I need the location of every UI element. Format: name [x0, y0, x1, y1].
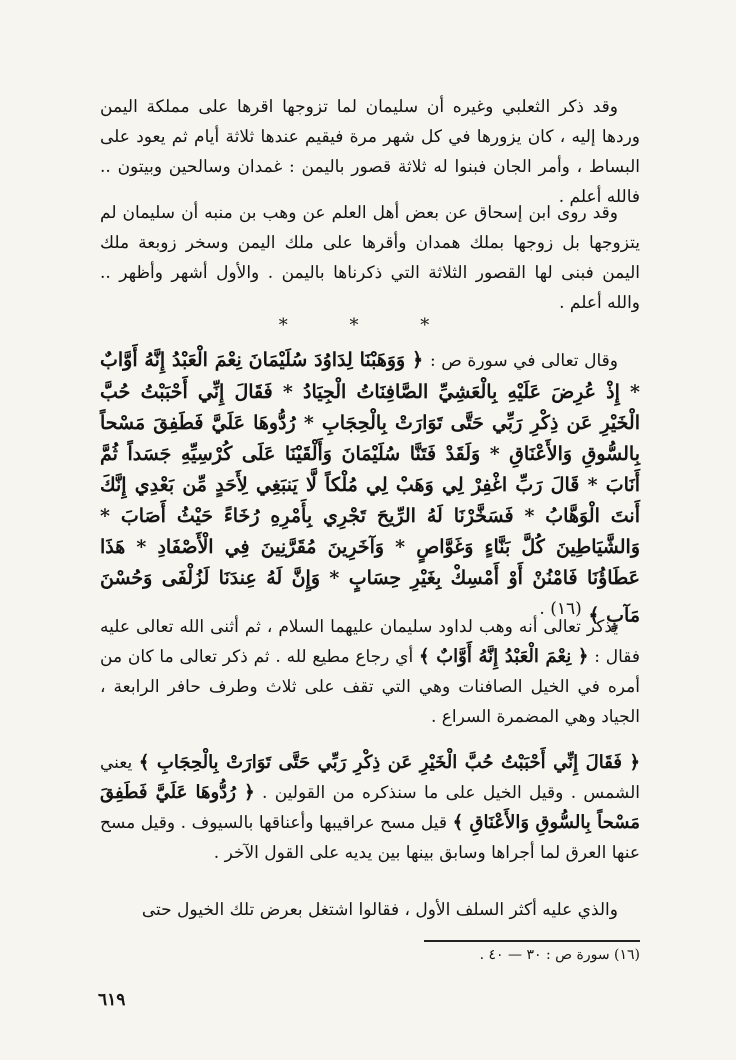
quran-verses: ﴿ وَوَهَبْنَا لِدَاوُدَ سُلَيْمَانَ نِعْمَ الْعَبْدُ إِنَّهُ أَوَّابٌ * إِذْ عُرِضَ عَلَيْهِ بِالْعَشِيِّ الصَّافِنَاتُ الْجِيَادُ * فَقَالَ إِنِّي أَحْبَبْتُ حُبَّ الْخَيْرِ عَن ذِكْرِ رَبِّي حَتَّى تَوَارَتْ بِالْحِجَابِ * رُدُّوهَا عَلَيَّ فَطَفِقَ مَسْحاً بِالسُّوقِ وَالأَعْنَاقِ * وَلَقَدْ فَتَنَّا سُلَيْمَانَ وَأَلْقَيْنَا عَلَى كُرْسِيِّهِ جَسَداً ثُمَّ أَنَابَ * قَالَ رَبِّ اغْفِرْ لِي وَهَبْ لِي مُلْكاً لَّا يَنبَغِي لِأَحَدٍ مِّن بَعْدِي إِنَّكَ أَنتَ الْوَهَّابُ * فَسَخَّرْنَا لَهُ الرِّيحَ تَجْرِي بِأَمْرِهِ رُخَاءً حَيْثُ أَصَابَ * وَالشَّيَاطِينَ كُلَّ بَنَّاءٍ وَغَوَّاصٍ * وَآخَرِينَ مُقَرَّنِينَ فِي الْأَصْفَادِ * هَذَا عَطَاؤُنَا فَامْنُنْ أَوْ أَمْسِكْ بِغَيْرِ حِسَابٍ * وَإِنَّ لَهُ عِندَنَا لَزُلْفَى وَحُسْنَ مَآبٍ ﴾ [100, 349, 640, 627]
paragraph-4-quote-2: ﴿ رُدُّوهَا عَلَيَّ فَطَفِقَ مَسْحاً بِالسُّوقِ وَالأَعْنَاقِ ﴾ [100, 782, 640, 833]
paragraph-4 [100, 748, 640, 868]
quran-passage [100, 345, 640, 631]
paragraph-4-end: قيل مسح عراقيبها وأعناقها بالسيوف . وقيل مسح عنها العرق لما أجراها وسابق بينها بين يديه على القول الآخر . [100, 813, 640, 863]
paragraph-2-block [100, 198, 640, 318]
paragraph-5-block [100, 895, 640, 925]
paragraph-3-start: يذكر تعالى أنه وهب لداود سليمان عليهما السلام ، ثم أثنى الله تعالى عليه فقال : [100, 617, 640, 667]
quran-footnote-ref: (١٦) . [539, 599, 582, 619]
paragraph-5: والذي عليه أكثر السلف الأول ، فقالوا اشتغل بعرض تلك الخيول حتى [141, 900, 618, 920]
quran-passage-block [100, 345, 640, 631]
page-number: ٦١٩ [98, 990, 126, 1010]
paragraph-1-block [100, 92, 640, 212]
paragraph-3-quote: ﴿ نِعْمَ الْعَبْدُ إِنَّهُ أَوَّابٌ ﴾ [419, 646, 589, 667]
paragraph-2: وقد روى ابن إسحاق عن بعض أهل العلم عن وهب بن منبه أن سليمان لم يتزوجها بل زوجها بملك همدان وأقرها على ملك اليمن وسخر زوبعة ملك اليمن فبنى لها القصور الثلاثة التي ذكرناها باليمن . والأول أشهر وأظهر .. والله أعلم . [100, 203, 640, 313]
paragraph-3-end: أي رجاع مطيع لله . ثم ذكر تعالى ما كان من أمره في الخيل الصافنات وهي التي تقف على ثلاث وطرف حافر الرابعة ، الجياد وهي المضمرة السراع . [100, 647, 640, 727]
quran-intro: وقال تعالى في سورة ص : [429, 351, 618, 371]
paragraph-4-middle: يعني الشمس . وقيل الخيل على ما سنذكره من القولين . [100, 753, 640, 803]
footnote: (١٦) سورة ص : ٣٠ — ٤٠ . [479, 947, 640, 963]
paragraph-3 [100, 612, 640, 732]
paragraph-4-quote-1: ﴿ فَقَالَ إِنِّي أَحْبَبْتُ حُبَّ الْخَيْرِ عَن ذِكْرِ رَبِّي حَتَّى تَوَارَتْ بِالْحِجَابِ ﴾ [138, 752, 640, 773]
paragraph-4-block [100, 748, 640, 868]
section-separator: * * * [278, 315, 458, 336]
paragraph-3-block [100, 612, 640, 732]
footnote-divider [424, 940, 640, 942]
paragraph-1: وقد ذكر الثعلبي وغيره أن سليمان لما تزوجها اقرها على مملكة اليمن وردها إليه ، كان يزورها في كل شهر مرة فيقيم عندها ثلاثة أيام ثم يعود على البساط ، وأمر الجان فبنوا له ثلاثة قصور باليمن : غمدان وسالحين وبيتون .. فالله أعلم . [100, 97, 640, 207]
